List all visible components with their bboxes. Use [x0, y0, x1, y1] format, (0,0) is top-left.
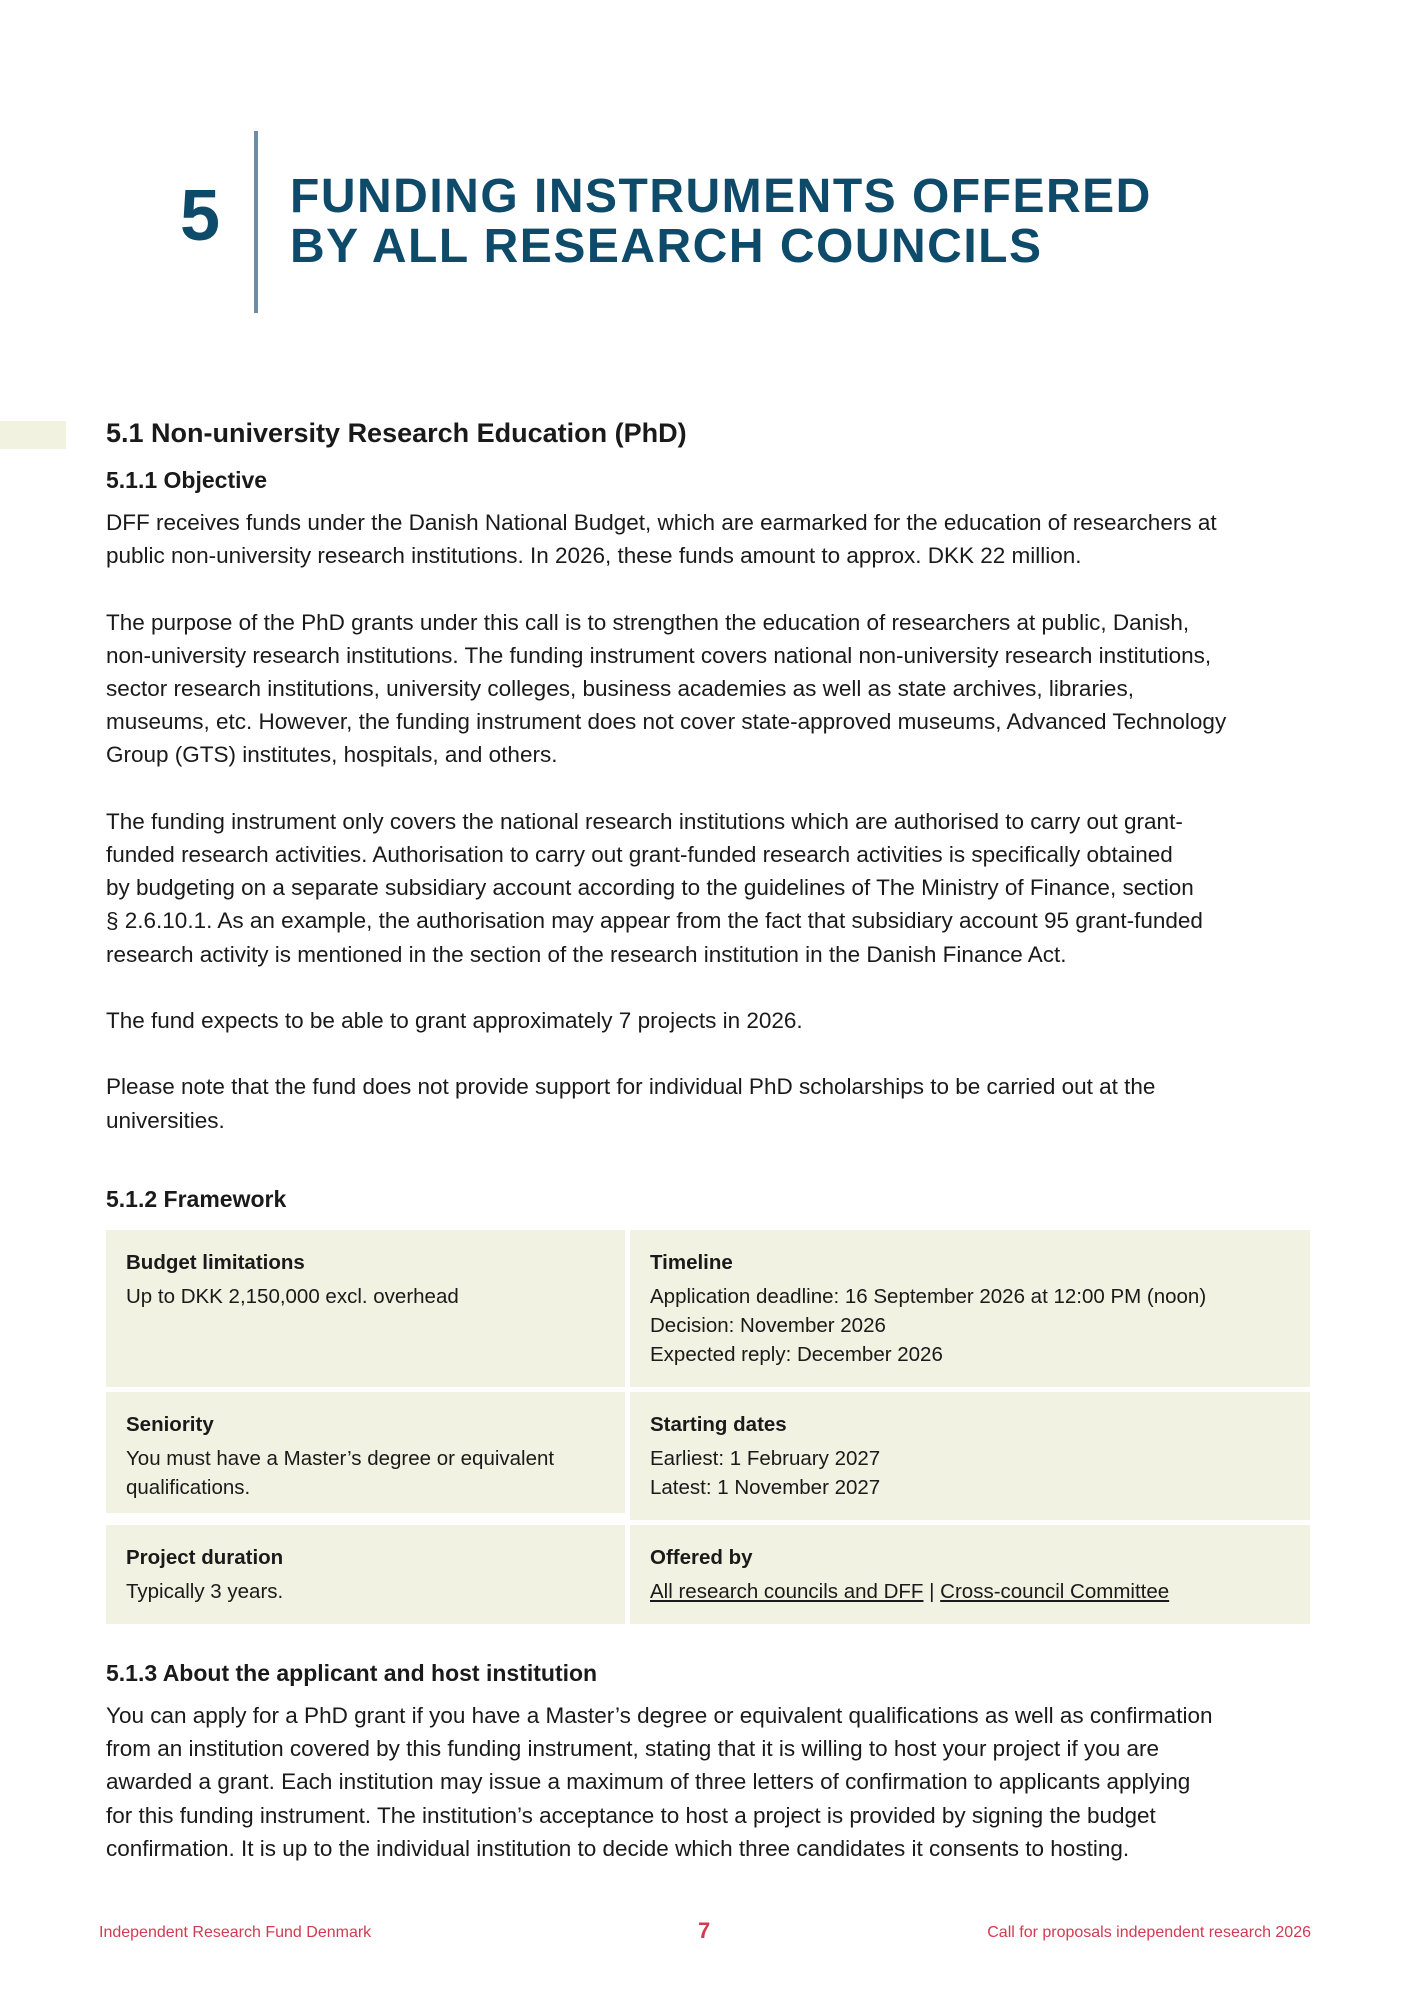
- section-heading: 5.1 Non-university Research Education (PhD): [106, 418, 687, 448]
- link-all-research-councils[interactable]: All research councils and DFF: [650, 1580, 924, 1603]
- paragraph: [106, 506, 1316, 572]
- text-line: from an institution covered by this funding instrument, stating that it is willing to host your project if you are: [106, 1736, 1160, 1762]
- chapter-number: 5: [180, 176, 221, 256]
- cell-starting-dates: [630, 1392, 1310, 1520]
- objective-body: [106, 506, 1316, 1170]
- text-line: funded research activities. Authorisation to carry out grant-funded research activities is specifically obtained: [106, 842, 1173, 867]
- cell-value: Up to DKK 2,150,000 excl. overhead: [126, 1285, 459, 1308]
- paragraph: [106, 805, 1316, 971]
- chapter-title: [290, 172, 1152, 272]
- text-line: universities.: [106, 1107, 225, 1133]
- cell-label: Starting dates: [650, 1413, 787, 1436]
- objective-heading: 5.1.1 Objective: [106, 467, 268, 493]
- text-line: confirmation. It is up to the individual institution to decide which three candidates it consents to hosting.: [106, 1835, 1130, 1861]
- text-line: for this funding instrument. The institution’s acceptance to host a project is provided by signing the budget: [106, 1802, 1156, 1828]
- text-line: non-university research institutions. The funding instrument covers national non-university research institutions,: [106, 642, 1212, 668]
- text-line: by budgeting on a separate subsidiary account according to the guidelines of The Ministry of Finance, section: [106, 875, 1194, 901]
- footer-organization: Independent Research Fund Denmark: [99, 1924, 372, 1941]
- cell-budget: [106, 1230, 625, 1387]
- cell-value: You must have a Master’s degree or equivalent: [126, 1447, 555, 1470]
- cell-label: Timeline: [650, 1251, 733, 1274]
- cell-timeline: [630, 1230, 1310, 1387]
- text-line: You can apply for a PhD grant if you have a Master’s degree or equivalent qualifications as well as confirmation: [106, 1703, 1213, 1728]
- text-line: museums, etc. However, the funding instrument does not cover state-approved museums, Advanced Technology: [106, 709, 1227, 735]
- cell-value: Application deadline: 16 September 2026 at 12:00 PM (noon): [650, 1285, 1207, 1308]
- text-line: § 2.6.10.1. As an example, the authorisation may appear from the fact that subsidiary account 95 grant-funded: [106, 908, 1203, 934]
- framework-table: [106, 1230, 1310, 1629]
- applicant-body: [106, 1699, 1316, 1898]
- link-separator: |: [929, 1580, 935, 1603]
- cell-duration: [106, 1525, 625, 1624]
- text-line: DFF receives funds under the Danish National Budget, which are earmarked for the education of researchers at: [106, 510, 1217, 535]
- applicant-heading: 5.1.3 About the applicant and host institution: [106, 1660, 598, 1686]
- text-line: public non-university research institutions. In 2026, these funds amount to approx. DKK 22 million.: [106, 543, 1082, 569]
- table-row: [106, 1230, 1310, 1387]
- cell-label: Budget limitations: [126, 1251, 305, 1274]
- chapter-title-line: FUNDING INSTRUMENTS OFFERED: [290, 170, 1152, 223]
- cell-value: Decision: November 2026: [650, 1314, 886, 1337]
- cell-value: Typically 3 years.: [126, 1580, 284, 1603]
- cell-value: Latest: 1 November 2027: [650, 1476, 881, 1499]
- text-line: The funding instrument only covers the national research institutions which are authorised to carry out grant-: [106, 808, 1183, 834]
- text-line: awarded a grant. Each institution may issue a maximum of three letters of confirmation to applicants applying: [106, 1769, 1191, 1795]
- paragraph: [106, 606, 1316, 772]
- offered-by-links: [650, 1577, 1290, 1606]
- text-line: Group (GTS) institutes, hospitals, and others.: [106, 742, 558, 768]
- cell-label: Seniority: [126, 1413, 214, 1436]
- cell-value: qualifications.: [126, 1476, 251, 1499]
- text-line: sector research institutions, university colleges, business academies as well as state archives, libraries,: [106, 676, 1134, 701]
- table-row: [106, 1525, 1310, 1624]
- text-line: research activity is mentioned in the section of the research institution in the Danish Finance Act.: [106, 941, 1067, 967]
- cell-offered-by: [630, 1525, 1310, 1624]
- page-number: 7: [698, 1918, 711, 1943]
- cell-label: Offered by: [650, 1546, 753, 1569]
- cell-seniority: [106, 1392, 625, 1513]
- chapter-divider: [254, 131, 258, 313]
- link-cross-council-committee[interactable]: Cross-council Committee: [940, 1580, 1170, 1603]
- cell-label: Project duration: [126, 1546, 284, 1569]
- paragraph: [106, 1004, 1316, 1037]
- chapter-title-line: BY ALL RESEARCH COUNCILS: [290, 220, 1043, 273]
- paragraph: [106, 1070, 1316, 1136]
- text-line: Please note that the fund does not provide support for individual PhD scholarships to be carried out at the: [106, 1074, 1156, 1100]
- table-row: [106, 1392, 1310, 1520]
- section-marker: [0, 421, 66, 449]
- text-line: The fund expects to be able to grant approximately 7 projects in 2026.: [106, 1008, 803, 1033]
- cell-value: Earliest: 1 February 2027: [650, 1447, 881, 1470]
- text-line: The purpose of the PhD grants under this call is to strengthen the education of researchers at public, Danish,: [106, 609, 1190, 635]
- cell-value: Expected reply: December 2026: [650, 1343, 943, 1366]
- paragraph: [106, 1699, 1316, 1865]
- footer-document-title: Call for proposals independent research 2026: [987, 1924, 1311, 1941]
- framework-heading: 5.1.2 Framework: [106, 1186, 287, 1212]
